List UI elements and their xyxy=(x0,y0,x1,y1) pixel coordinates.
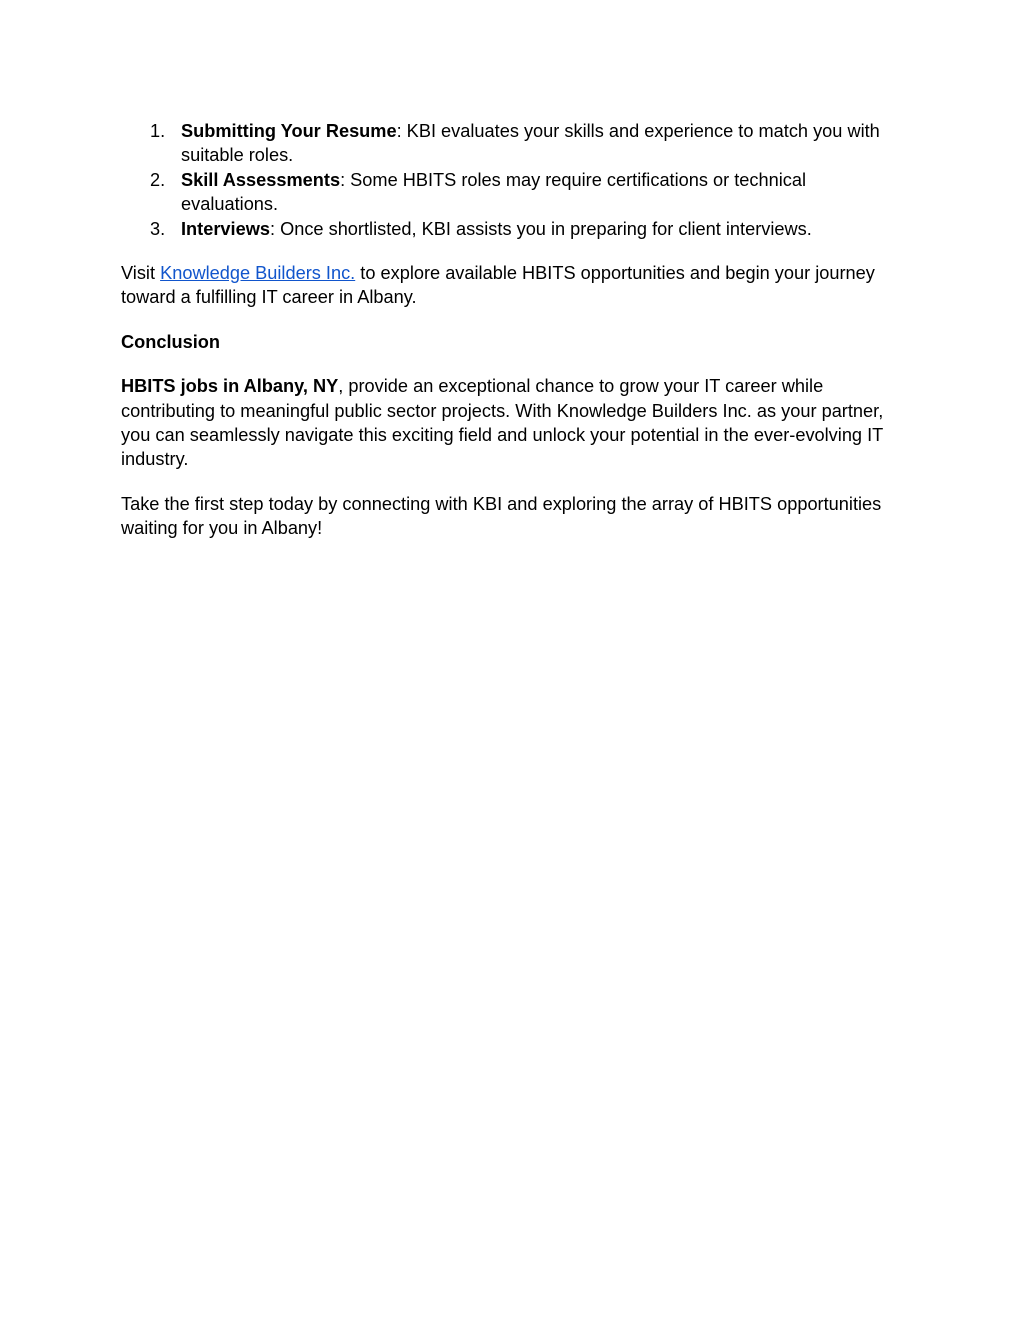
list-item-number: 3. xyxy=(150,218,166,239)
list-item xyxy=(121,168,901,217)
list-item-text: : Some HBITS roles may require certifications or technical evaluations. xyxy=(181,169,807,215)
list-item-text: : KBI evaluates your skills and experience to match you with suitable roles. xyxy=(181,121,880,166)
list-item-title: Skill Assessments xyxy=(181,169,341,190)
visit-paragraph xyxy=(121,261,901,310)
list-item-number: 2. xyxy=(150,169,166,190)
list-item-title: Submitting Your Resume xyxy=(181,121,397,141)
application-steps-list xyxy=(121,119,901,241)
knowledge-builders-link[interactable]: Knowledge Builders Inc. xyxy=(160,263,356,284)
call-to-action-paragraph: Take the first step today by connecting with KBI and exploring the array of HBITS opportunities waiting for you in Albany! xyxy=(121,493,882,539)
list-item-title: Interviews xyxy=(181,218,270,239)
document-content xyxy=(121,119,901,541)
list-item-text: : Once shortlisted, KBI assists you in preparing for client interviews. xyxy=(269,218,812,239)
list-item xyxy=(121,217,901,241)
conclusion-paragraph xyxy=(121,374,901,472)
list-item-number: 1. xyxy=(150,121,166,141)
conclusion-body: , provide an exceptional chance to grow your IT career while contributing to meaningful public sector projects. With Knowledge Builders Inc. as your partner, you can seamlessly navigate this exciting field and unlock your potential in the ever-evolving IT industry. xyxy=(121,376,884,470)
visit-prefix: Visit xyxy=(121,263,161,284)
visit-suffix: to explore available HBITS opportunities and begin your journey toward a fulfilling IT career in Albany. xyxy=(121,263,875,308)
conclusion-lead: HBITS jobs in Albany, NY xyxy=(121,376,339,397)
list-item xyxy=(121,119,901,168)
conclusion-heading: Conclusion xyxy=(121,331,221,352)
